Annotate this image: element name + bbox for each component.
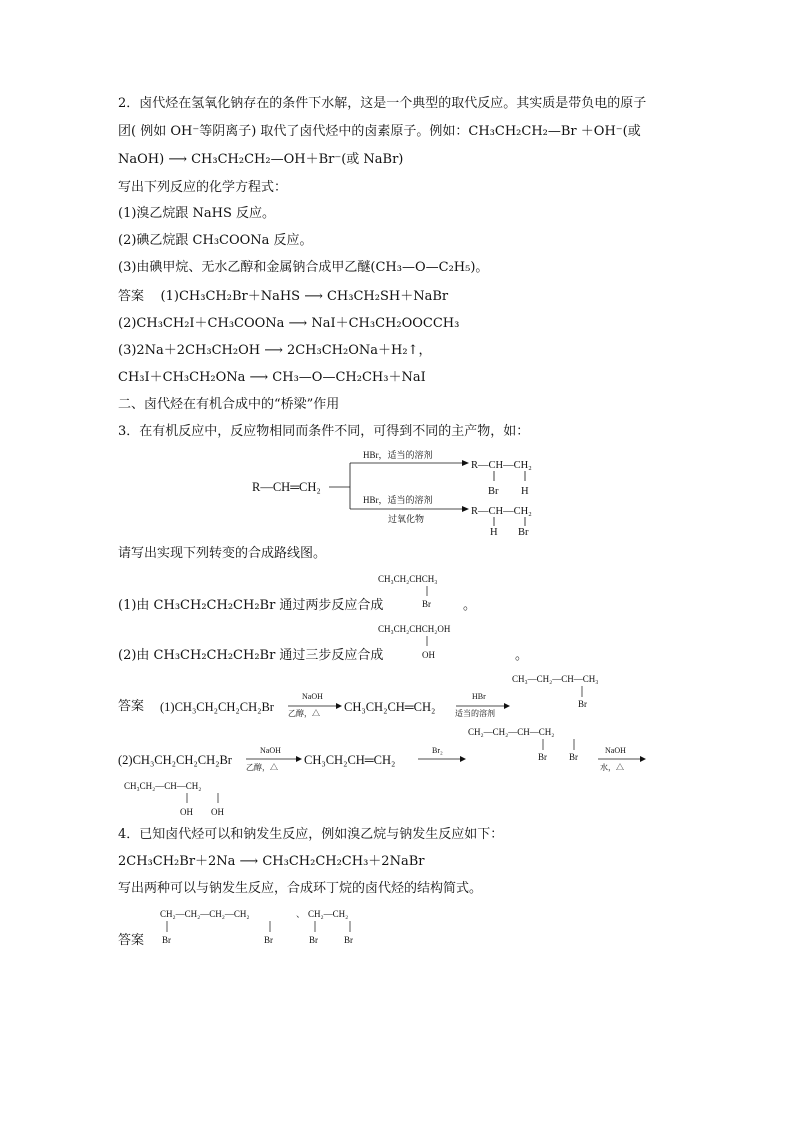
answer-4-structures [160,909,353,945]
q2-line-3: NaOH) ⟶ CH₃CH₂CH₂—OH＋Br⁻(或 NaBr) [118,152,404,167]
arrow-head-icon [460,756,466,762]
answer-4-struct1-main: CH₂—CH₂—CH₂—CH₂ [160,909,250,919]
answer-2-intermediate: CH₃CH₂CH═CH₂ [304,753,396,767]
scheme-product-bottom: R—CH—CH₂ [471,506,532,517]
answer-2-dibromide-sub1: Br [538,752,547,762]
arrow-head-icon [462,506,469,512]
q3-part-2-end: 。 [515,648,529,663]
q3-part-2: (2)由 CH₃CH₂CH₂CH₂Br 通过三步反应合成 [118,648,384,663]
answer-2-cond1-top: NaOH [260,746,281,755]
scheme-condition-bottom: HBr，适当的溶剂 [363,495,433,505]
regioselectivity-scheme [252,449,532,538]
answer-4-separator: 、 [296,909,306,919]
arrow-head-icon [462,460,469,466]
scheme-condition-peroxide: 过氧化物 [388,514,425,524]
q3-part-1: (1)由 CH₃CH₂CH₂CH₂Br 通过两步反应合成 [118,598,384,613]
q4-line-1: 4．已知卤代烃可以和钠发生反应，例如溴乙烷与钠发生反应如下： [118,827,504,842]
answer-1-product-sub: Br [578,699,587,709]
target-2-main: CH₃CH₂CHCH₂OH [378,624,451,634]
scheme-product-bottom-sub2: Br [518,527,529,538]
arrow-head-icon [504,703,510,709]
scheme-product-top: R—CH—CH₂ [471,460,532,471]
scheme-reactant: R—CH═CH₂ [252,480,321,494]
answer-1-product-main: CH₃—CH₂—CH—CH₃ [512,674,599,684]
answer-1-cond2-top: HBr [472,692,486,701]
q3-line-2: 请写出实现下列转变的合成路线图。 [118,546,327,561]
section-heading: 二、卤代烃在有机合成中的“桥梁”作用 [118,397,340,412]
answer-2-route [118,727,646,817]
target-2-sub: OH [422,650,435,660]
q2-answer-3: (3)2Na＋2CH₃CH₂OH ⟶ 2CH₃CH₂ONa＋H₂↑， [118,343,432,358]
scheme-product-top-sub1: Br [488,486,499,497]
answer-3-label: 答案 [118,699,145,714]
target-structure-1 [378,574,437,609]
q2-answer-4: CH₃I＋CH₃CH₂ONa ⟶ CH₃—O—CH₂CH₃＋NaI [118,370,426,385]
answer-2-cond1-bottom: 乙醇，△ [246,763,278,772]
target-1-sub: Br [422,599,431,609]
answer-4-label: 答案 [118,933,145,948]
arrow-head-icon [336,703,342,709]
q2-line-6: (2)碘乙烷跟 CH₃COONa 反应。 [118,233,313,248]
scheme-product-bottom-sub1: H [490,527,498,538]
answer-1-intermediate: CH₃CH₂CH═CH₂ [344,700,436,714]
target-1-main: CH₃CH₂CHCH₃ [378,574,438,584]
answer-2-cond3-top: NaOH [605,746,626,755]
q2-answer-2: (2)CH₃CH₂I＋CH₃COONa ⟶ NaI＋CH₃CH₂OOCCH₃ [118,316,460,331]
q4-line-3: 写出两种可以与钠发生反应，合成环丁烷的卤代烃的结构简式。 [118,881,483,896]
arrow-head-icon [296,756,302,762]
answer-1-route [160,674,598,719]
q2-line-4: 写出下列反应的化学方程式： [118,180,288,195]
q2-line-2: 团( 例如 OH⁻等阴离子) 取代了卤代烃中的卤素原子。例如：CH₃CH₂CH₂—Br ＋OH⁻(或 [118,124,641,139]
answer-4-struct2-sub2: Br [344,935,353,945]
q2-line-7: (3)由碘甲烷、无水乙醇和金属钠合成甲乙醚(CH₃—O—C₂H₅)。 [118,260,489,275]
q2-line-5: (1)溴乙烷跟 NaHS 反应。 [118,206,276,221]
answer-2-cond3-bottom: 水，△ [600,763,624,772]
answer-4-struct2-main: CH₂—CH₂ [308,909,349,919]
q3-part-1-end: 。 [463,598,477,613]
q4-line-2: 2CH₃CH₂Br＋2Na ⟶ CH₃CH₂CH₂CH₃＋2NaBr [118,854,425,869]
answer-1-cond2-bottom: 适当的溶剂 [455,709,495,718]
q2-answer-1: (1)CH₃CH₂Br＋NaHS ⟶ CH₃CH₂SH＋NaBr [160,289,449,304]
scheme-product-top-sub2: H [521,486,529,497]
answer-4-struct1-sub1: Br [162,935,171,945]
target-structure-2 [378,624,451,660]
answer-2-cond2-top: Br₂ [432,746,443,755]
arrow-head-icon [640,756,646,762]
answer-2-dibromide-sub2: Br [569,752,578,762]
answer-2-diol-sub2: OH [211,807,224,817]
answer-2-diol-main: CH₃CH₂—CH—CH₂ [124,781,202,791]
answer-4-struct1-sub2: Br [264,935,273,945]
answer-2-start: (2)CH₃CH₂CH₂CH₂Br [118,753,232,767]
answer-2-dibromide-main: CH₂—CH₂—CH—CH₂ [468,727,555,737]
answer-1-cond1-top: NaOH [302,692,323,701]
q2-line-1: 2．卤代烃在氢氧化钠存在的条件下水解，这是一个典型的取代反应。其实质是带负电的原子 [118,96,647,111]
answer-label: 答案 [118,289,145,304]
answer-2-diol-sub1: OH [180,807,193,817]
q3-line-1: 3．在有机反应中，反应物相同而条件不同，可得到不同的主产物，如： [118,424,530,439]
answer-1-start: (1)CH₃CH₂CH₂CH₂Br [160,700,274,714]
answer-1-cond1-bottom: 乙醇，△ [288,709,320,718]
scheme-condition-top: HBr，适当的溶剂 [363,450,433,460]
answer-4-struct2-sub1: Br [309,935,318,945]
